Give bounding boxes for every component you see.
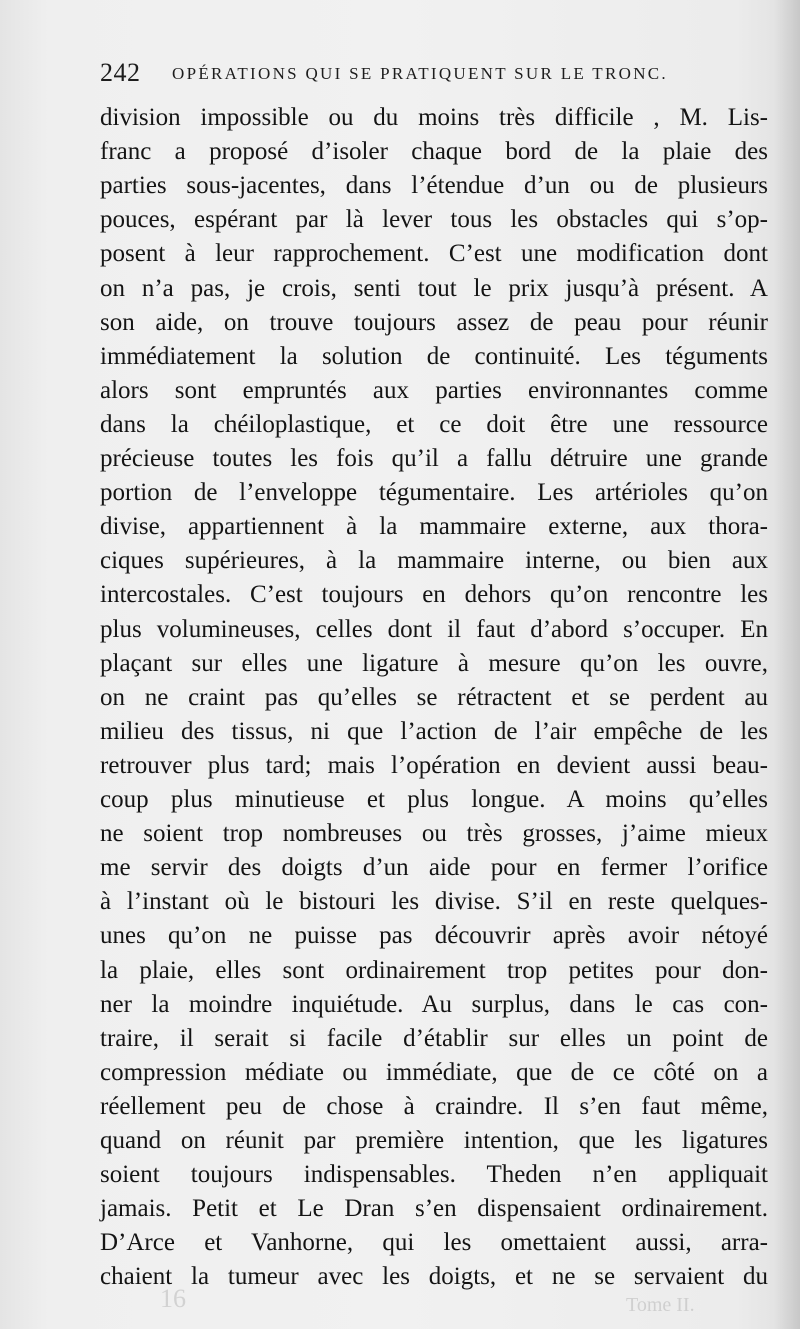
text-line: parties sous-jacentes, dans l’étendue d’un ou de plusieurs <box>100 172 768 200</box>
text-line: chaient la tumeur avec les doigts, et ne se servaient du <box>100 1263 768 1291</box>
text-line: plaçant sur elles une ligature à mesure qu’on les ouvre, <box>100 649 768 677</box>
text-line: précieuse toutes les fois qu’il a fallu détruire une grande <box>100 445 768 472</box>
text-line: ner la moindre inquiétude. Au surplus, dans le cas con- <box>100 990 768 1018</box>
text-line: pouces, espérant par là lever tous les obstacles qui s’op- <box>100 206 768 234</box>
text-line: ciques supérieures, à la mammaire interne, ou bien aux <box>100 547 768 575</box>
text-line: retrouver plus tard; mais l’opération en devient aussi beau- <box>100 751 768 779</box>
text-line: milieu des tissus, ni que l’action de l’air empêche de les <box>100 717 768 745</box>
text-line: division impossible ou du moins très difficile , M. Lis- <box>100 104 768 131</box>
text-line: plus volumineuses, celles dont il faut d’abord s’occuper. En <box>100 615 768 643</box>
text-line: à l’instant où le bistouri les divise. S’il en reste quelques- <box>100 888 768 916</box>
body-text <box>100 100 770 1300</box>
text-line: soient toujours indispensables. Theden n’en appliquait <box>100 1161 768 1189</box>
text-line: on ne craint pas qu’elles se rétractent et se perdent au <box>100 683 768 711</box>
text-line: posent à leur rapprochement. C’est une modification dont <box>100 240 768 268</box>
bleed-through-signature: 16 <box>160 1284 186 1313</box>
text-line: la plaie, elles sont ordinairement trop petites pour don- <box>100 956 768 984</box>
text-line: compression médiate ou immédiate, que de ce côté on a <box>100 1058 768 1086</box>
text-line: on n’a pas, je crois, senti tout le prix jusqu’à présent. A <box>100 274 768 302</box>
text-line: divise, appartiennent à la mammaire externe, aux thora- <box>100 513 768 541</box>
text-line: traire, il serait si facile d’établir sur elles un point de <box>100 1024 768 1052</box>
text-line: portion de l’enveloppe tégumentaire. Les artérioles qu’on <box>100 479 768 507</box>
bleed-through-volume: Tome II. <box>626 1294 695 1316</box>
text-line: alors sont empruntés aux parties environnantes comme <box>100 376 768 404</box>
text-line: me servir des doigts d’un aide pour en fermer l’orifice <box>100 854 768 882</box>
running-head <box>100 58 740 88</box>
text-line: jamais. Petit et Le Dran s’en dispensaient ordinairement. <box>100 1195 768 1223</box>
text-line: ne soient trop nombreuses ou très grosses, j’aime mieux <box>100 820 768 848</box>
text-line: coup plus minutieuse et plus longue. A moins qu’elles <box>100 786 768 813</box>
text-line: réellement peu de chose à craindre. Il s’en faut même, <box>100 1092 768 1120</box>
text-line: immédiatement la solution de continuité. Les téguments <box>100 342 768 370</box>
text-line: intercostales. C’est toujours en dehors qu’on rencontre les <box>100 581 768 609</box>
text-line: franc a proposé d’isoler chaque bord de la plaie des <box>100 138 768 166</box>
text-line: D’Arce et Vanhorne, qui les omettaient aussi, arra- <box>100 1229 768 1257</box>
text-line: quand on réunit par première intention, que les ligatures <box>100 1127 768 1154</box>
text-line: dans la chéiloplastique, et ce doit être une ressource <box>100 410 768 438</box>
page-number: 242 <box>100 58 141 87</box>
page-fold-shadow <box>774 0 800 1329</box>
text-line: son aide, on trouve toujours assez de peau pour réunir <box>100 308 768 336</box>
text-line: unes qu’on ne puisse pas découvrir après avoir nétoyé <box>100 922 768 950</box>
running-head-title: OPÉRATIONS QUI SE PRATIQUENT SUR LE TRONC. <box>172 64 668 83</box>
